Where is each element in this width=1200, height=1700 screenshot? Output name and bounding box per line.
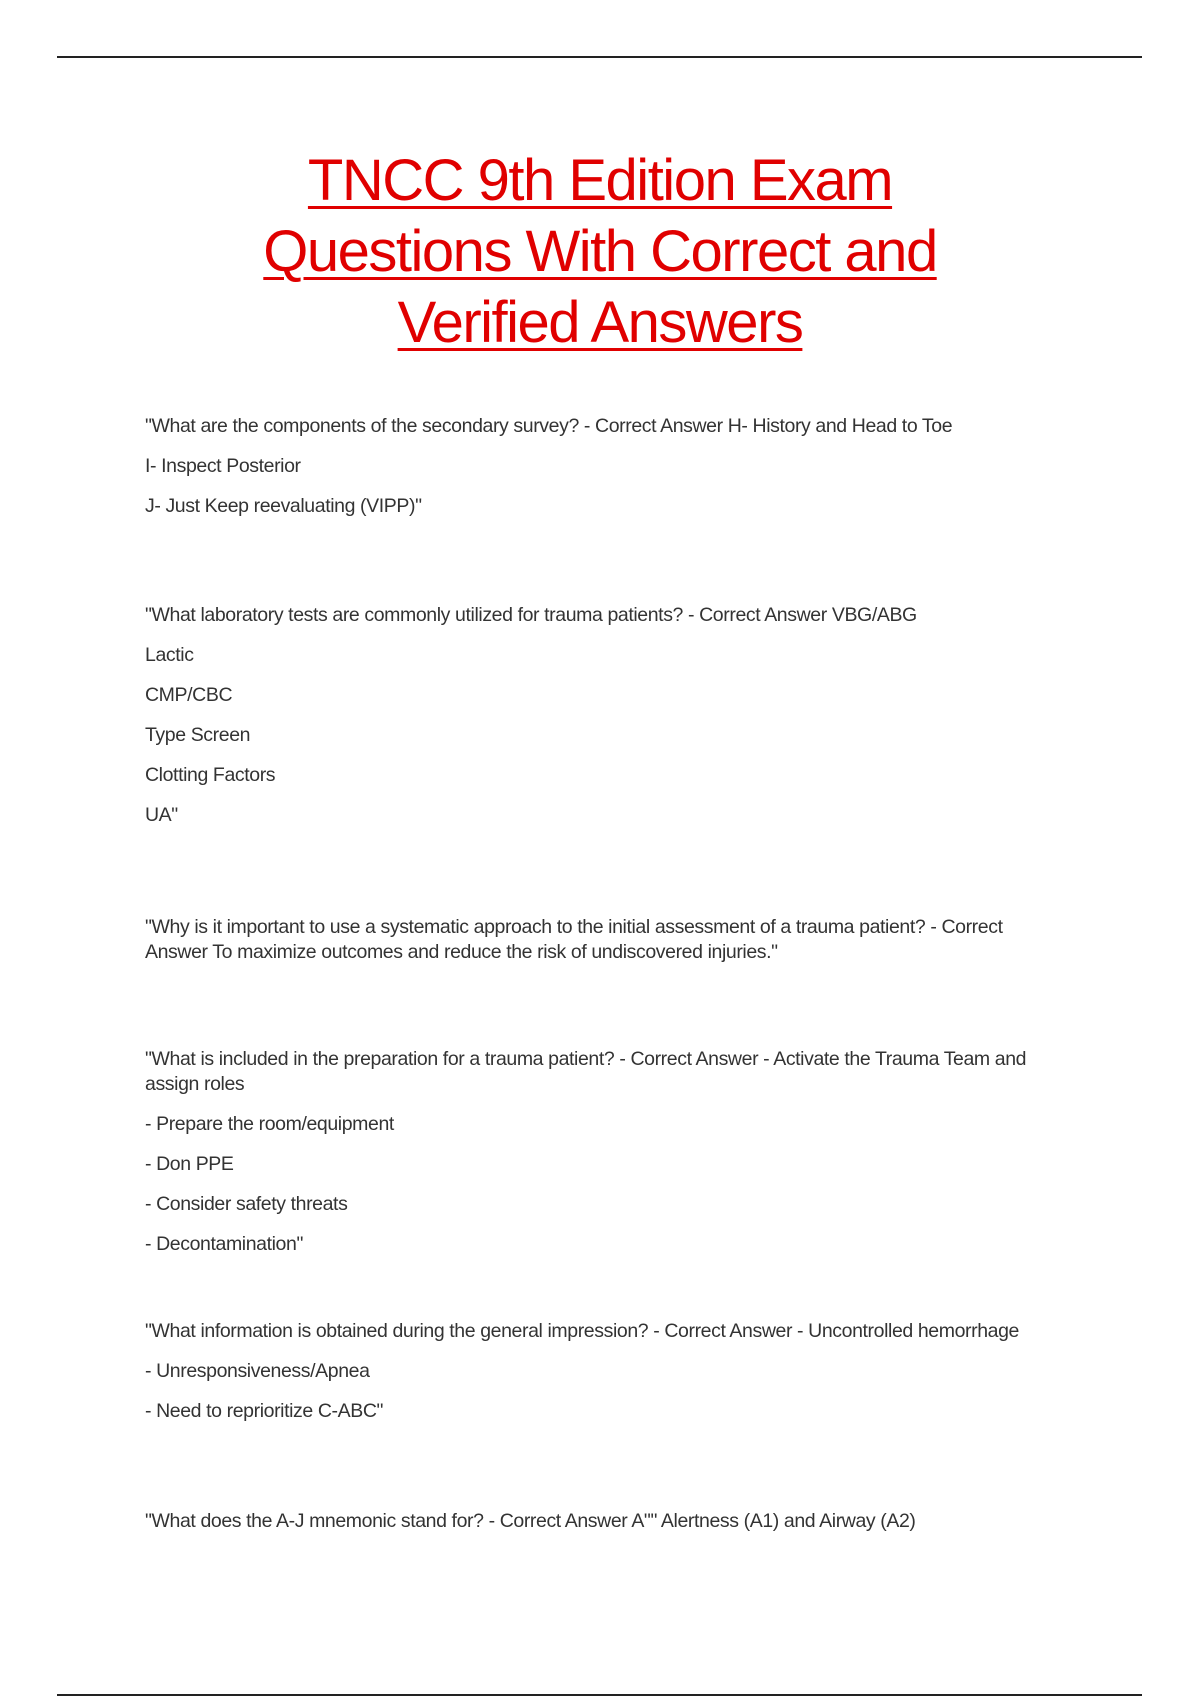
title-line: Questions With Correct and	[263, 219, 937, 284]
answer-line: - Prepare the room/equipment	[145, 1113, 394, 1135]
document-title	[0, 145, 1200, 358]
qa-item	[145, 1509, 1085, 1549]
bottom-divider	[57, 1694, 1142, 1696]
answer-line: Clotting Factors	[145, 764, 276, 786]
answer-line: - Don PPE	[145, 1153, 234, 1175]
answer-line: - Decontamination"	[145, 1233, 303, 1255]
answer-line: Type Screen	[145, 724, 251, 746]
title-line: TNCC 9th Edition Exam	[307, 148, 893, 213]
qa-item	[145, 414, 1045, 534]
qa-item	[145, 915, 1045, 980]
answer-line: I- Inspect Posterior	[145, 455, 301, 477]
question-answer: "What is included in the preparation for a trauma patient? - Correct Answer - Activate the Trauma Team and assign roles	[145, 1048, 1027, 1095]
answer-line: - Unresponsiveness/Apnea	[145, 1360, 370, 1382]
top-divider	[57, 56, 1142, 58]
question-answer: "What laboratory tests are commonly utilized for trauma patients? - Correct Answer VBG/ABG	[145, 604, 917, 626]
answer-line: - Need to reprioritize C-ABC"	[145, 1400, 384, 1422]
question-answer: "Why is it important to use a systematic approach to the initial assessment of a trauma patient? - Correct Answer To maximize outcomes and reduce the risk of undiscovered injuries."	[145, 916, 1003, 963]
question-answer: "What are the components of the secondary survey? - Correct Answer H- History and Head to Toe	[145, 415, 953, 437]
answer-line: CMP/CBC	[145, 684, 233, 706]
qa-item	[145, 1319, 1045, 1439]
answer-line: Lactic	[145, 644, 194, 666]
answer-line: - Consider safety threats	[145, 1193, 348, 1215]
qa-item	[145, 603, 1045, 843]
answer-line: J- Just Keep reevaluating (VIPP)"	[145, 495, 422, 517]
answer-line: UA"	[145, 804, 178, 826]
question-answer: "What information is obtained during the general impression? - Correct Answer - Uncontrolled hemorrhage	[145, 1320, 1020, 1342]
question-answer: "What does the A-J mnemonic stand for? - Correct Answer A"" Alertness (A1) and Airway (A2)	[145, 1510, 916, 1532]
title-line: Verified Answers	[397, 290, 803, 355]
qa-item	[145, 1047, 1045, 1272]
